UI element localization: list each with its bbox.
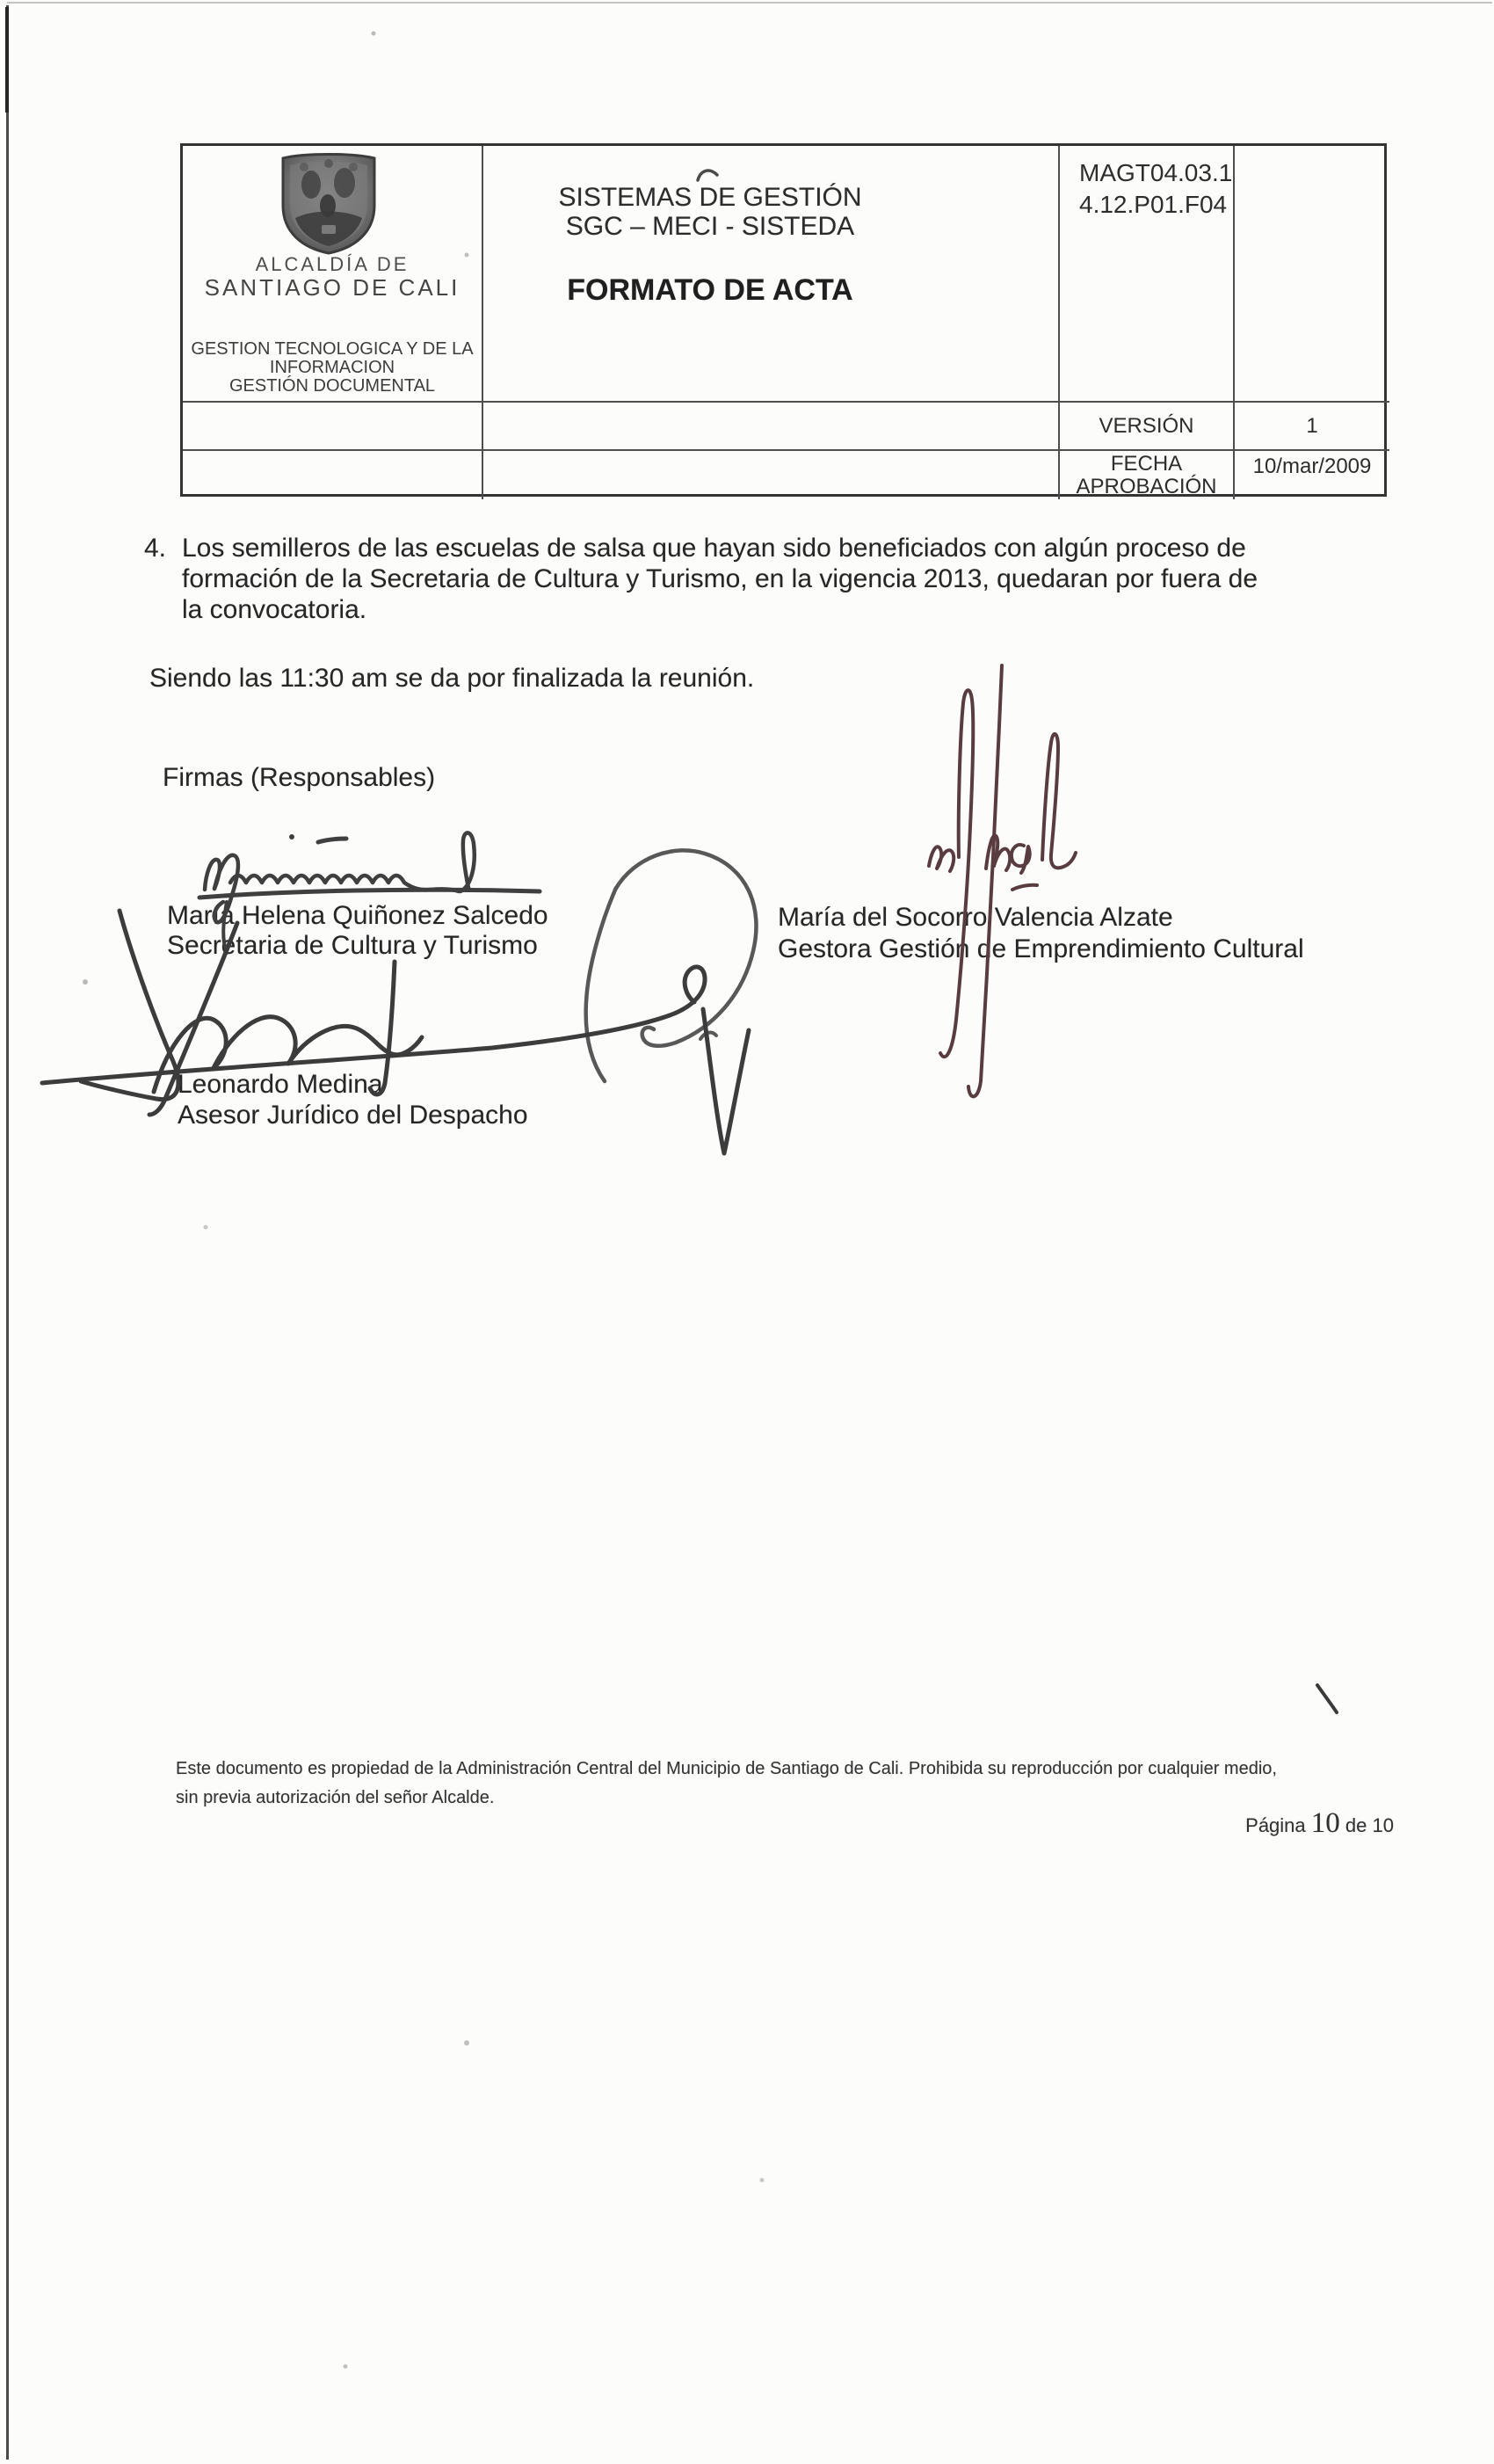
version-label: VERSIÓN: [1060, 403, 1235, 451]
closing-statement: Siendo las 11:30 am se da por finalizada la reunión.: [149, 664, 755, 693]
document-code-line2: 4.12.P01.F04: [1079, 191, 1228, 218]
signatory-title: Secretaria de Cultura y Turismo: [167, 931, 538, 960]
signatory-title: Gestora Gestión de Emprendimiento Cultural: [778, 934, 1304, 963]
approval-date-value: 10/mar/2009: [1252, 454, 1372, 478]
scan-left-edge: [6, 5, 9, 2460]
signatory-name: María Helena Quiñonez Salcedo: [167, 901, 548, 930]
page-number: [967, 1807, 1394, 1840]
approval-date-label-line2: APROBACIÓN: [1076, 474, 1217, 498]
approval-date-label-line1: FECHA: [1110, 451, 1183, 476]
signatures-heading: Firmas (Responsables): [163, 763, 436, 792]
signature-maria-del-socorro: [929, 665, 1076, 1096]
empty-cell: [483, 403, 1060, 451]
list-item-paragraph: [182, 533, 1258, 625]
version-value: 1: [1235, 403, 1389, 451]
dept-line1: GESTION TECNOLOGICA Y DE LA: [191, 339, 474, 359]
signature-balloon-flourish: [586, 850, 757, 1081]
entity-name-line1: ALCALDÍA DE: [255, 253, 410, 275]
signatory-name: María del Socorro Valencia Alzate: [778, 903, 1173, 932]
paragraph-line: la convocatoria.: [182, 595, 367, 624]
signatory-block-2: [778, 902, 1304, 965]
page-number-label: Página: [1245, 1814, 1306, 1836]
header-table: [180, 143, 1387, 497]
title-cell: [483, 146, 1060, 403]
signatory-title: Asesor Jurídico del Despacho: [178, 1101, 528, 1130]
empty-cell: [1235, 146, 1389, 403]
page-number-total: 10: [1372, 1814, 1394, 1836]
paragraph-line: formación de la Secretaria de Cultura y Turismo, en la vigencia 2013, quedaran por fuera de: [182, 564, 1258, 593]
document-code-cell: [1060, 146, 1235, 403]
approval-date-label: [1060, 451, 1235, 499]
empty-cell: [483, 451, 1060, 499]
page-number-current: 10: [1310, 1807, 1340, 1839]
footer-notice: [176, 1755, 1277, 1813]
footer-notice-line2: sin previa autorización del señor Alcalde.: [176, 1788, 495, 1807]
signatory-block-3: [178, 1069, 528, 1130]
dept-line3: GESTIÓN DOCUMENTAL: [228, 376, 436, 396]
signatory-name: Leonardo Medina: [178, 1070, 383, 1099]
system-title-line1: SISTEMAS DE GESTIÓN: [558, 183, 862, 212]
entity-department: [183, 340, 482, 396]
page-number-separator: de: [1345, 1814, 1367, 1836]
footer-notice-line1: Este documento es propiedad de la Administración Central del Municipio de Santiago de Cali. Prohibida su reproducción por cualquier medio,: [176, 1759, 1277, 1778]
list-item-number: 4.: [144, 534, 167, 563]
system-title-line2: SGC – MECI - SISTEDA: [565, 212, 855, 241]
document-code-line1: MAGT04.03.1: [1079, 159, 1233, 186]
document-title: FORMATO DE ACTA: [567, 273, 853, 307]
pen-backslash-mark: [1317, 1685, 1337, 1712]
dept-line2: INFORMACION: [269, 358, 395, 377]
paragraph-line: Los semilleros de las escuelas de salsa que hayan sido beneficiados con algún proceso de: [182, 534, 1246, 563]
empty-cell: [183, 451, 483, 499]
scan-top-edge: [7, 2, 1492, 4]
empty-cell: [183, 403, 483, 451]
signatory-block-1: [167, 901, 548, 961]
cali-coat-of-arms-logo: [278, 151, 380, 255]
entity-cell: [183, 146, 483, 403]
scan-corner-mark: [5, 7, 9, 113]
entity-name-line2: SANTIAGO DE CALI: [204, 274, 461, 301]
